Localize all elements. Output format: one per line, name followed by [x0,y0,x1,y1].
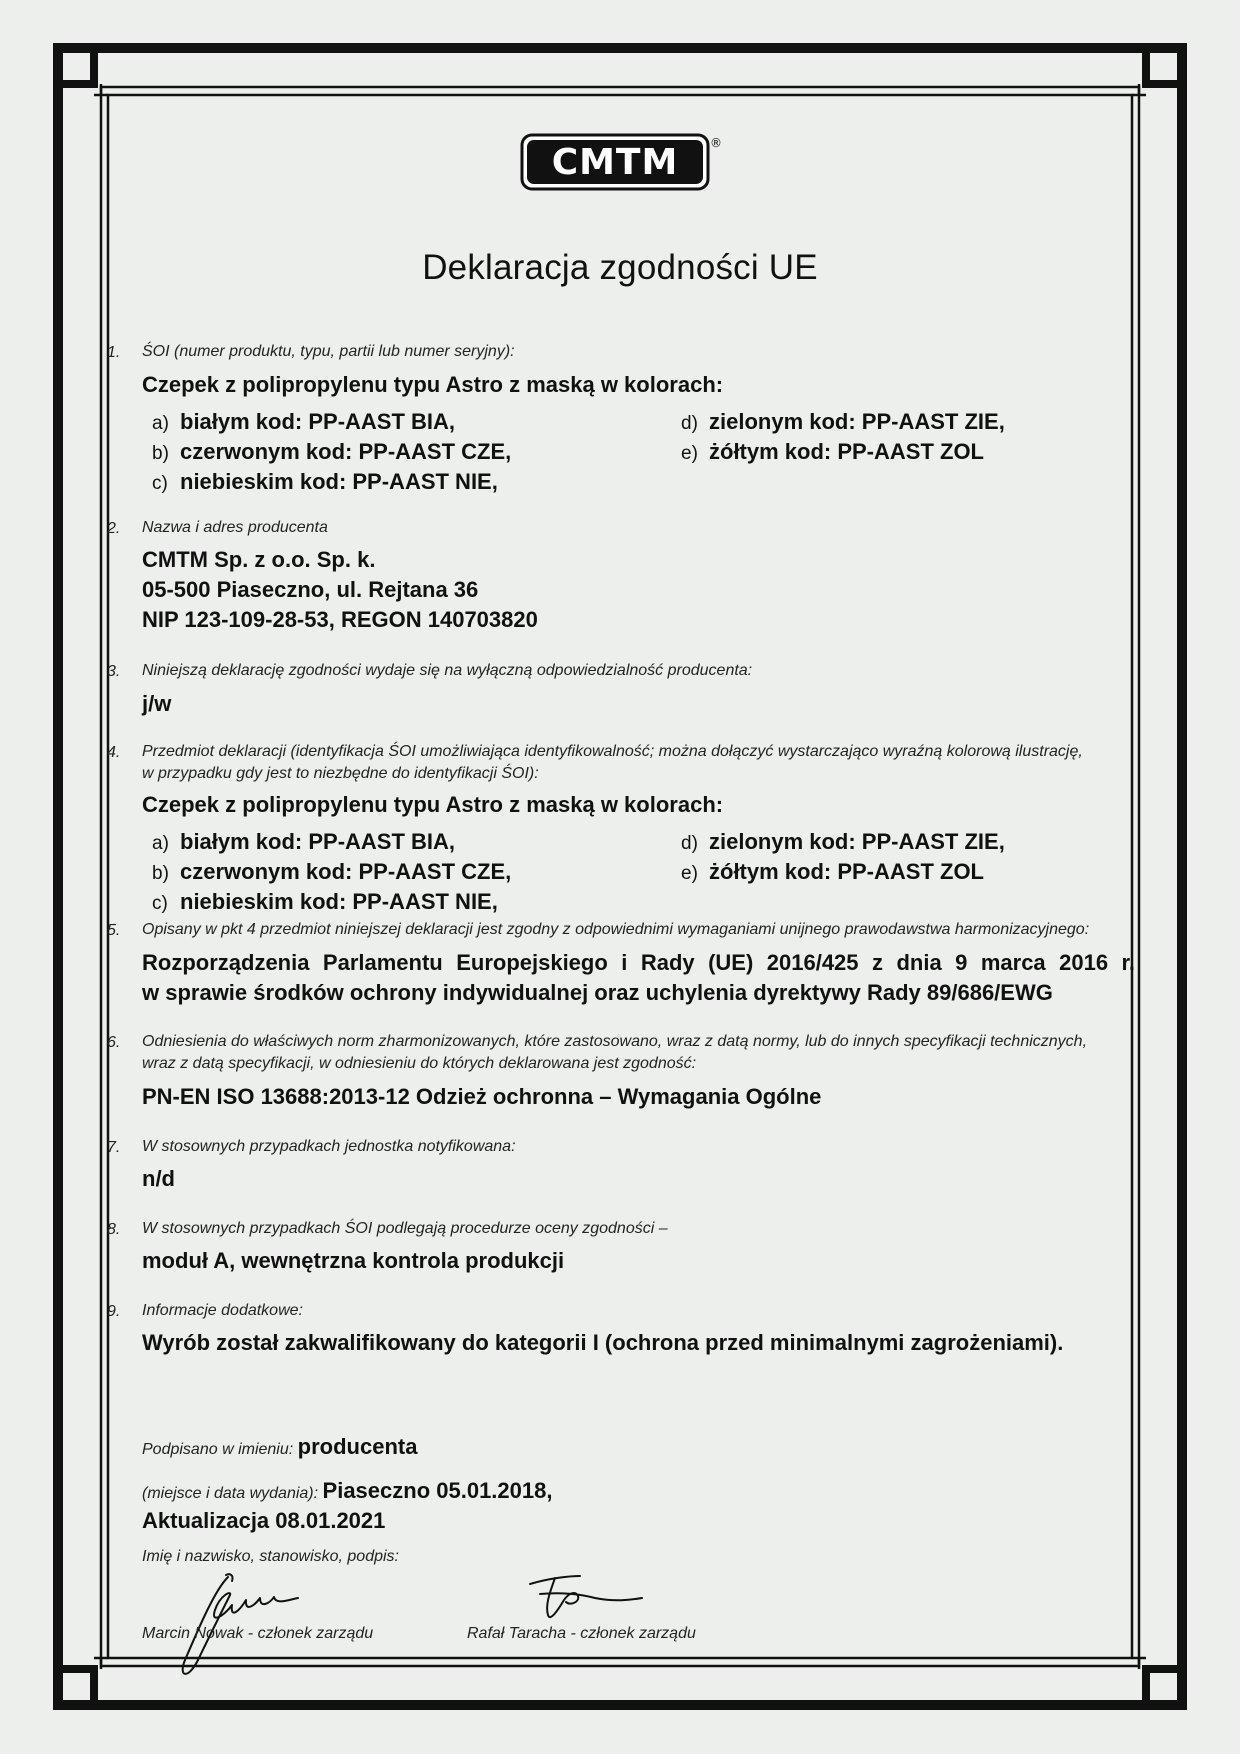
names-label: Imię i nazwisko, stanowisko, podpis: [142,1548,399,1565]
regulation-line-2: w sprawie środków ochrony indywidualnej oraz uchylenia dyrektywy Rady 89/686/EWG [142,980,1053,1005]
color-item-d: d) zielonym kod: PP-AAST ZIE, [681,409,1005,434]
section-label: W stosownych przypadkach jednostka notyfikowana: [142,1138,516,1155]
section-value: moduł A, wewnętrzna kontrola produkcji [142,1248,565,1273]
color-item-d: d) zielonym kod: PP-AAST ZIE, [681,829,1005,854]
signer-2: Rafał Taracha - członek zarządu [467,1625,696,1642]
place-and-date: (miejsce i data wydania): Piaseczno 05.01.2018, [142,1478,553,1503]
section-number: 6. [107,1034,121,1051]
section-value: Czepek z polipropylenu typu Astro z maską w kolorach: [142,792,724,817]
section-value: n/d [142,1166,175,1191]
section-number: 4. [107,744,121,761]
signed-on-behalf: Podpisano w imieniu: producenta [142,1434,418,1459]
producer-tax-ids: NIP 123-109-28-53, REGON 140703820 [142,607,538,632]
section-label: Informacje dodatkowe: [142,1302,303,1319]
section-label-cont: w przypadku gdy jest to niezbędne do identyfikacji ŚOI): [142,765,539,782]
section-label: Odniesienia do właściwych norm zharmonizowanych, które zastosowano, wraz z datą normy, lub do innych specyfikacji technicznych, [142,1033,1088,1050]
section-value: j/w [142,691,172,716]
registered-mark: ® [710,136,722,150]
regulation-line-1: Rozporządzenia Parlamentu Europejskiego i Rady (UE) 2016/425 z dnia 9 marca 2016 r. [142,950,1135,975]
producer-name: CMTM Sp. z o.o. Sp. k. [142,547,376,572]
section-label: W stosownych przypadkach ŚOI podlegają procedurze oceny zgodności – [142,1220,668,1237]
section-value: Wyrób został zakwalifikowany do kategorii I (ochrona przed minimalnymi zagrożeniami). [142,1330,1064,1355]
signer-1: Marcin Nowak - członek zarządu [142,1625,374,1642]
color-item-c: c) niebieskim kod: PP-AAST NIE, [152,469,498,494]
section-number: 7. [107,1139,121,1156]
section-number: 2. [107,520,121,537]
section-number: 5. [107,922,121,939]
section-label: Opisany w pkt 4 przedmiot niniejszej deklaracji jest zgodny z odpowiednimi wymaganiami unijnego prawodawstwa harmonizacyjnego: [142,921,1090,938]
color-item-c: c) niebieskim kod: PP-AAST NIE, [152,889,498,914]
update-date: Aktualizacja 08.01.2021 [142,1508,386,1533]
color-item-b: b) czerwonym kod: PP-AAST CZE, [152,439,512,464]
color-item-e: e) żółtym kod: PP-AAST ZOL [681,859,984,884]
section-label: Niniejszą deklarację zgodności wydaje się na wyłączną odpowiedzialność producenta: [142,662,753,679]
section-number: 9. [107,1303,121,1320]
color-item-a: a) białym kod: PP-AAST BIA, [152,409,456,434]
logo-text: CMTM [551,142,679,183]
section-label: Nazwa i adres producenta [142,519,328,536]
color-item-e: e) żółtym kod: PP-AAST ZOL [681,439,984,464]
section-value: Czepek z polipropylenu typu Astro z maską w kolorach: [142,372,724,397]
producer-address: 05-500 Piaseczno, ul. Rejtana 36 [142,577,479,602]
document-title: Deklaracja zgodności UE [422,248,818,287]
color-item-a: a) białym kod: PP-AAST BIA, [152,829,456,854]
signature-rafal-taracha [520,1570,650,1630]
cmtm-logo [520,133,725,198]
section-number: 3. [107,663,121,680]
section-label-cont: wraz z datą specyfikacji, w odniesieniu do których deklarowana jest zgodność: [142,1055,697,1072]
section-label: ŚOI (numer produktu, typu, partii lub numer seryjny): [142,343,515,360]
section-number: 1. [107,344,121,361]
section-number: 8. [107,1221,121,1238]
section-value: PN-EN ISO 13688:2013-12 Odzież ochronna – Wymagania Ogólne [142,1084,822,1109]
section-label: Przedmiot deklaracji (identyfikacja ŚOI umożliwiająca identyfikowalność; można dołączyć wystarczająco wyraźną kolorową ilustrację, [142,743,1083,760]
color-item-b: b) czerwonym kod: PP-AAST CZE, [152,859,512,884]
